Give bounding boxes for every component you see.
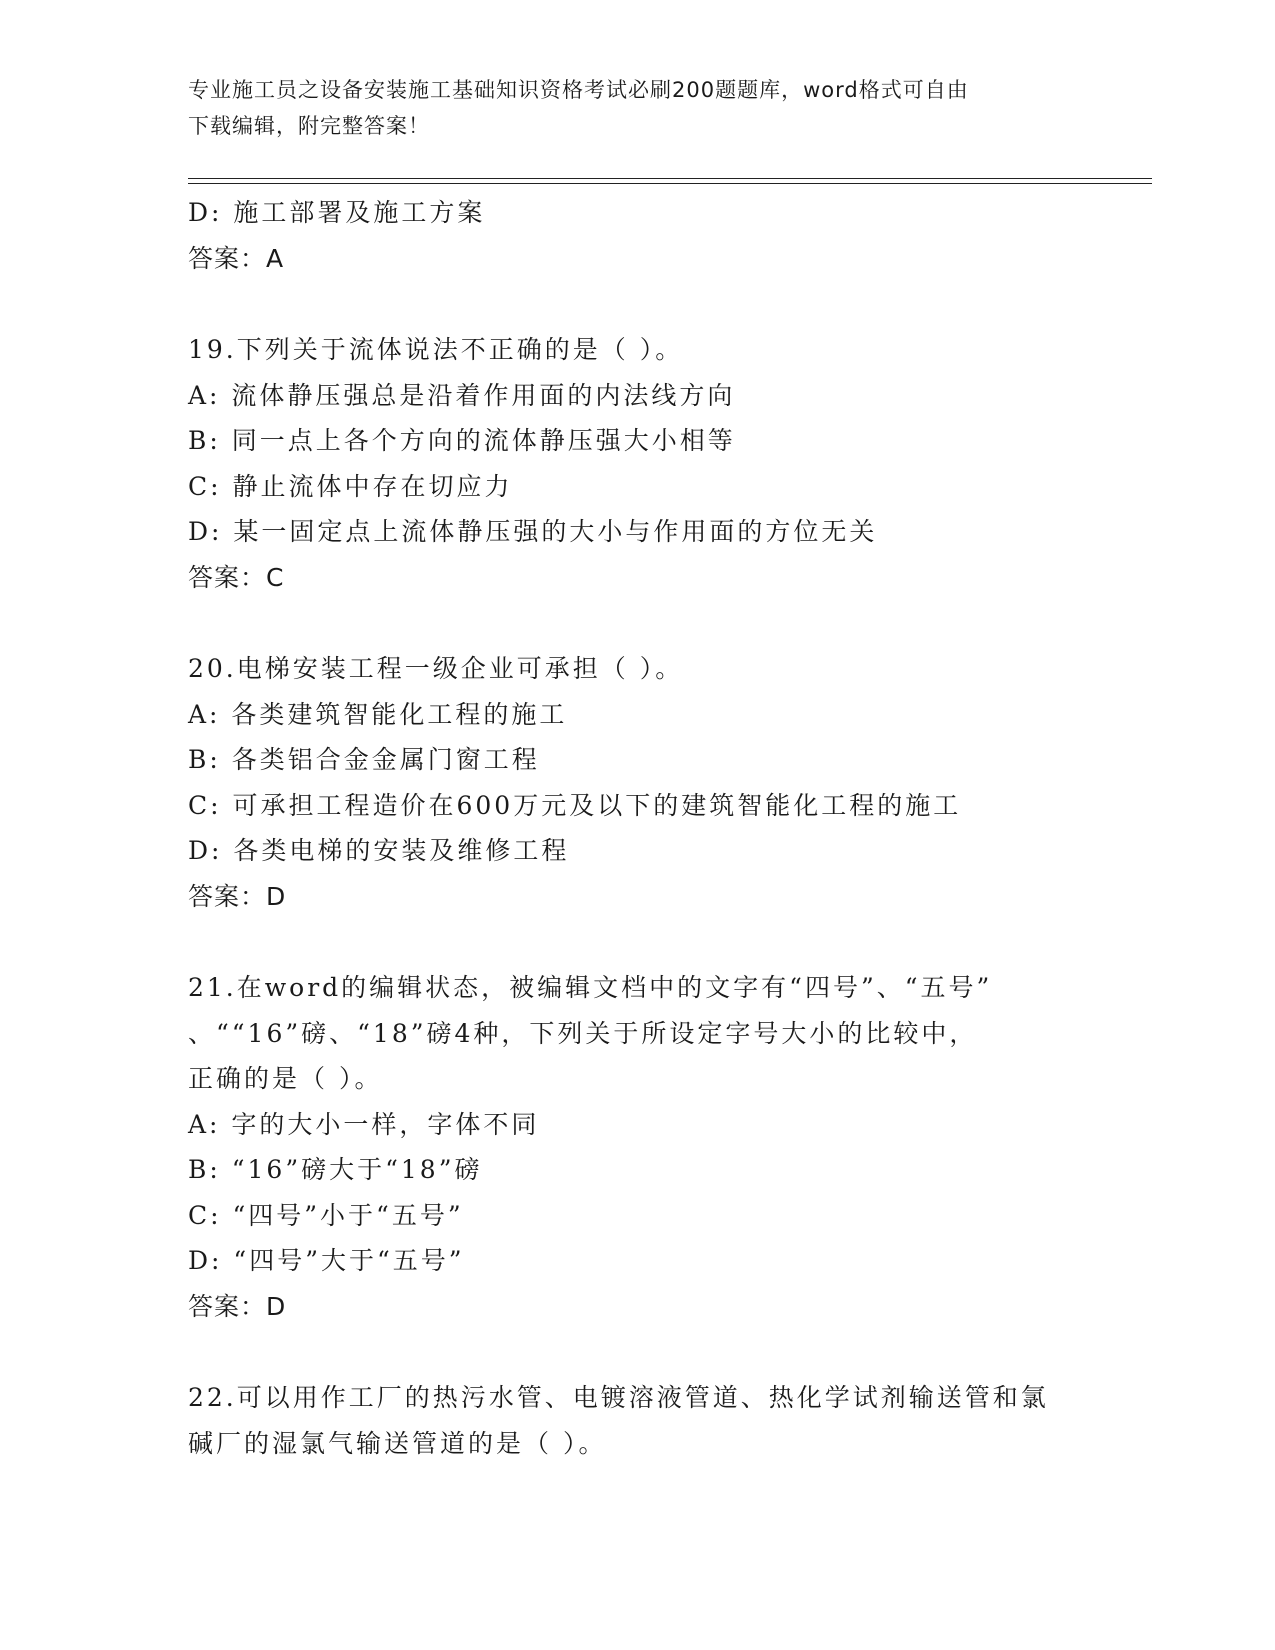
question-stem-line-3: 正确的是（ ）。	[188, 1064, 383, 1093]
option-a: A: 各类建筑智能化工程的施工	[188, 699, 568, 729]
answer: 答案：C	[188, 562, 285, 592]
question-19	[188, 327, 1148, 600]
option-d: D: 某一固定点上流体静压强的大小与作用面的方位无关	[188, 517, 878, 546]
question-stem: 20.电梯安装工程一级企业可承担（ ）。	[188, 654, 684, 683]
header-divider-bottom	[188, 183, 1152, 184]
spacer	[188, 919, 1148, 965]
header-divider-top	[188, 178, 1152, 179]
question-22	[188, 1375, 1148, 1466]
answer: 答案：D	[188, 1291, 287, 1321]
option-a: A: 字的大小一样，字体不同	[188, 1109, 540, 1139]
option-a: A: 流体静压强总是沿着作用面的内法线方向	[188, 380, 736, 410]
prev-option-d: D: 施工部署及施工方案	[188, 198, 486, 227]
spacer	[188, 281, 1148, 327]
question-21	[188, 965, 1148, 1329]
spacer	[188, 600, 1148, 646]
question-stem-line-1: 21.在word的编辑状态，被编辑文档中的文字有“四号”、“五号”	[188, 973, 993, 1002]
option-d: D: 各类电梯的安装及维修工程	[188, 836, 570, 865]
option-c: C: “四号”小于“五号”	[188, 1200, 464, 1230]
option-d: D: “四号”大于“五号”	[188, 1246, 465, 1275]
question-stem-line-2: 碱厂的湿氯气输送管道的是（ ）。	[188, 1428, 607, 1458]
question-stem: 19.下列关于流体说法不正确的是（ ）。	[188, 335, 684, 364]
option-c: C: 可承担工程造价在600万元及以下的建筑智能化工程的施工	[188, 790, 962, 820]
prev-answer: 答案：A	[188, 243, 285, 273]
question-stem-line-1: 22.可以用作工厂的热污水管、电镀溶液管道、热化学试剂输送管和氯	[188, 1383, 1049, 1412]
page-header	[188, 72, 1088, 144]
option-b: B: 各类铝合金金属门窗工程	[188, 745, 540, 774]
header-line-1: 专业施工员之设备安装施工基础知识资格考试必刷200题题库，word格式可自由	[188, 78, 969, 102]
option-b: B: “16”磅大于“18”磅	[188, 1155, 483, 1184]
question-stem-line-2: 、““16”磅、“18”磅4种，下列关于所设定字号大小的比较中，	[188, 1018, 978, 1048]
option-c: C: 静止流体中存在切应力	[188, 471, 513, 501]
spacer	[188, 1329, 1148, 1375]
answer: 答案：D	[188, 881, 287, 911]
document-body	[188, 190, 1148, 1466]
question-20	[188, 646, 1148, 919]
header-line-2: 下载编辑，附完整答案！	[188, 114, 430, 138]
option-b: B: 同一点上各个方向的流体静压强大小相等	[188, 426, 736, 455]
